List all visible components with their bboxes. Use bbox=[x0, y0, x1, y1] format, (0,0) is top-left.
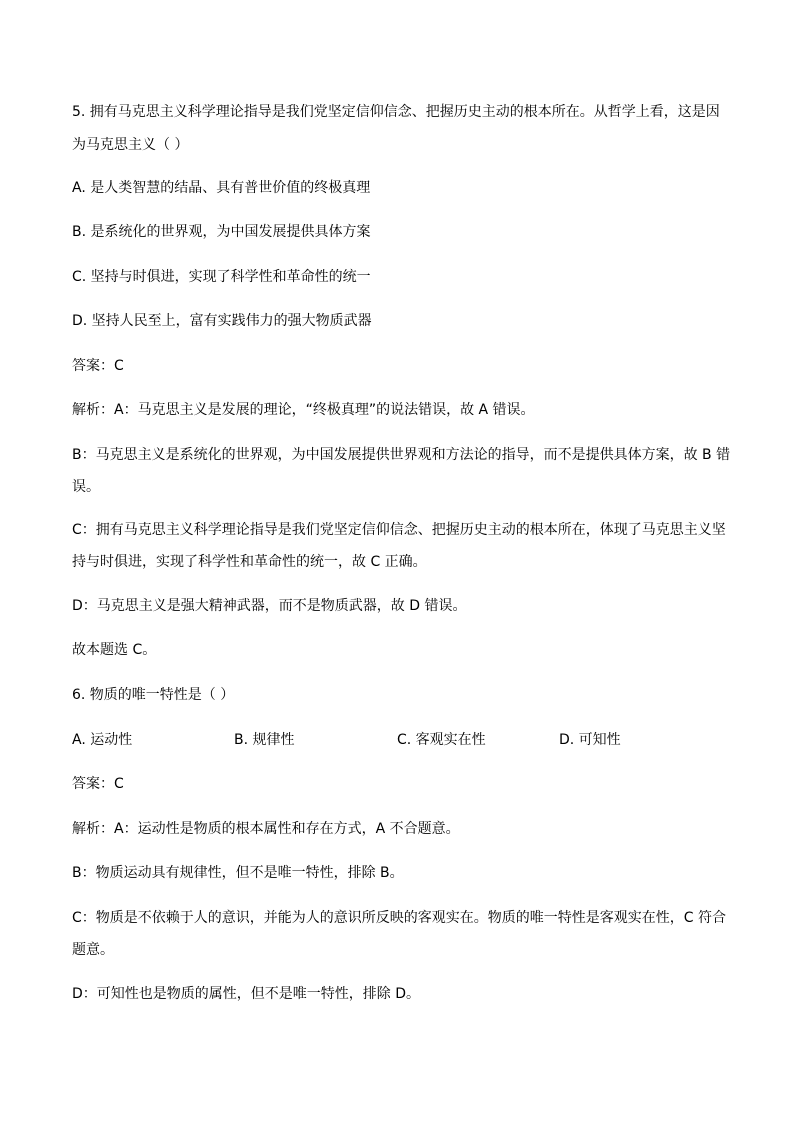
q5-analysis-a: 解析：A：马克思主义是发展的理论，“终极真理”的说法错误，故 A 错误。 bbox=[72, 402, 535, 418]
q5-stem-line2: 为马克思主义（ ） bbox=[72, 137, 189, 153]
q6-analysis-c-line2: 题意。 bbox=[72, 942, 114, 958]
q5-option-c: C. 坚持与时俱进，实现了科学性和革命性的统一 bbox=[72, 269, 371, 285]
q5-option-d: D. 坚持人民至上，富有实践伟力的强大物质武器 bbox=[72, 313, 372, 329]
q6-analysis-c-line1: C：物质是不依赖于人的意识，并能为人的意识所反映的客观实在。物质的唯一特性是客观实在性，C 符合 bbox=[72, 910, 726, 926]
q5-answer: 答案：C bbox=[72, 358, 124, 374]
q5-analysis-c-line2: 持与时俱进，实现了科学性和革命性的统一，故 C 正确。 bbox=[72, 554, 427, 570]
q6-stem: 6. 物质的唯一特性是（ ） bbox=[72, 687, 235, 703]
q6-analysis-a: 解析：A：运动性是物质的根本属性和存在方式，A 不合题意。 bbox=[72, 821, 460, 837]
q5-analysis-c-line1: C：拥有马克思主义科学理论指导是我们党坚定信仰信念、把握历史主动的根本所在，体现了马克思主义坚 bbox=[72, 522, 726, 538]
q5-conclusion: 故本题选 C。 bbox=[72, 642, 157, 658]
q6-option-b: B. 规律性 bbox=[234, 732, 295, 748]
q5-stem-line1: 5. 拥有马克思主义科学理论指导是我们党坚定信仰信念、把握历史主动的根本所在。从哲学上看，这是因 bbox=[72, 104, 720, 120]
q6-answer: 答案：C bbox=[72, 776, 124, 792]
q5-analysis-d: D：马克思主义是强大精神武器，而不是物质武器，故 D 错误。 bbox=[72, 598, 467, 614]
q5-option-b: B. 是系统化的世界观，为中国发展提供具体方案 bbox=[72, 224, 371, 240]
q5-analysis-b-line1: B：马克思主义是系统化的世界观，为中国发展提供世界观和方法论的指导，而不是提供具体方案，故 B 错 bbox=[72, 447, 731, 463]
q6-option-a: A. 运动性 bbox=[72, 732, 133, 748]
q5-option-a: A. 是人类智慧的结晶、具有普世价值的终极真理 bbox=[72, 180, 371, 196]
q6-option-d: D. 可知性 bbox=[559, 732, 621, 748]
q6-option-c: C. 客观实在性 bbox=[397, 732, 486, 748]
q5-analysis-b-line2: 误。 bbox=[72, 479, 100, 495]
q6-analysis-d: D：可知性也是物质的属性，但不是唯一特性，排除 D。 bbox=[72, 986, 421, 1002]
q6-options-row bbox=[72, 729, 732, 751]
q6-analysis-b: B：物质运动具有规律性，但不是唯一特性，排除 B。 bbox=[72, 865, 404, 881]
